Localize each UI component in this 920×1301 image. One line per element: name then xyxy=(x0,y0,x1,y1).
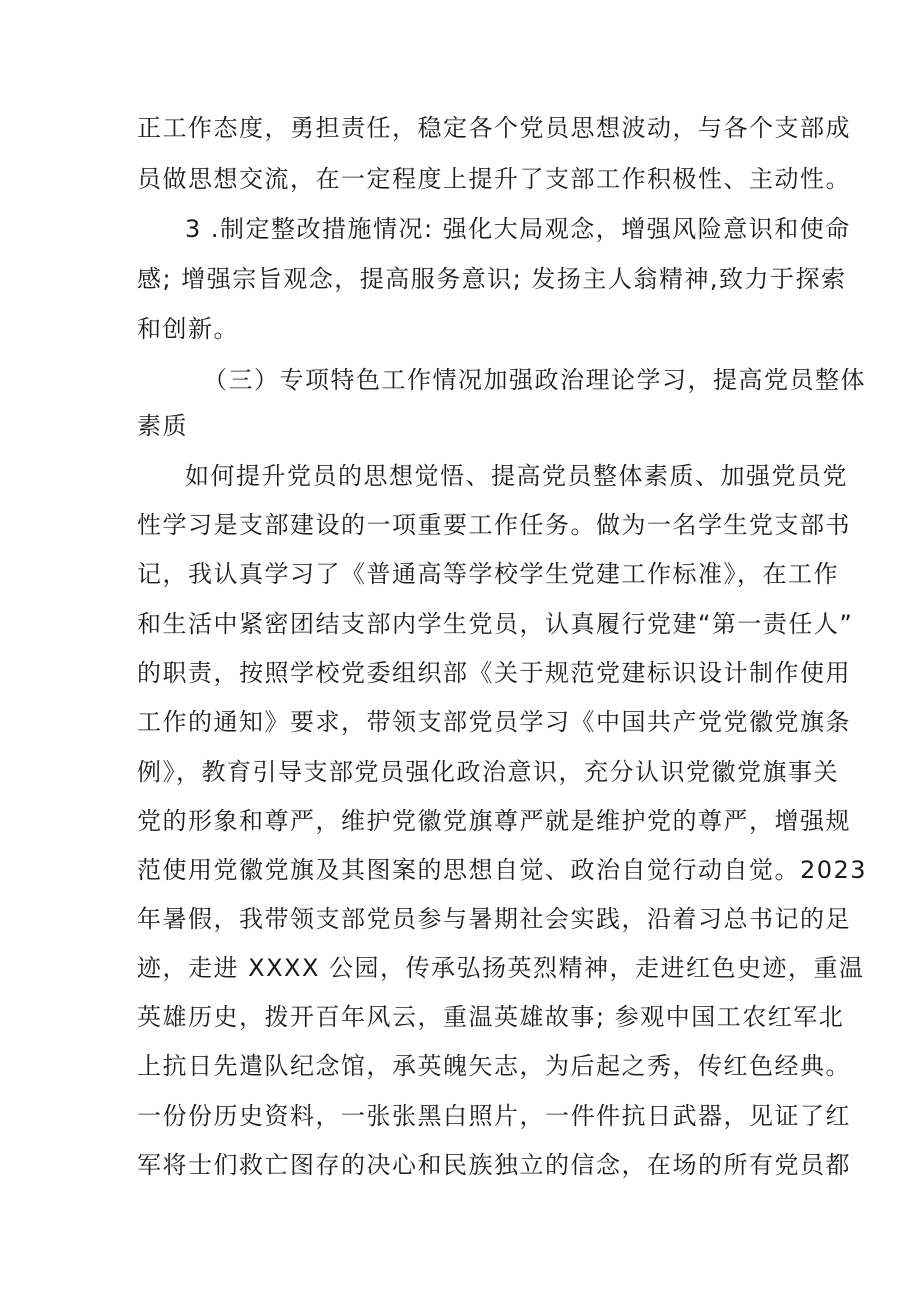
text-line-13: 工作的通知》要求，带领支部党员学习《中国共产党党徽党旗条 xyxy=(137,708,851,736)
text-line-8: 如何提升党员的思想觉悟、提高党员整体素质、加强党员党 xyxy=(185,462,848,490)
section-heading-line-1: （三）专项特色工作情况加强政治理论学习，提高党员整体 xyxy=(203,366,866,394)
text-line-10: 记，我认真学习了《普通高等学校学生党建工作标准》，在工作 xyxy=(137,560,839,588)
text-line-11: 和生活中紧密团结支部内学生党员，认真履行党建“第一责任人” xyxy=(137,610,854,638)
text-line-1: 正工作态度，勇担责任，稳定各个党员思想波动，与各个支部成 xyxy=(137,114,851,142)
text-line-9: 性学习是支部建设的一项重要工作任务。做为一名学生党支部书 xyxy=(137,511,851,539)
text-line-21: 一份份历史资料，一张张黑白照片，一件件抗日武器，见证了红 xyxy=(137,1102,851,1130)
text-line-15: 党的形象和尊严，维护党徽党旗尊严就是维护党的尊严，增强规 xyxy=(137,807,851,835)
text-line-16: 范使用党徽党旗及其图案的思想自觉、政治自觉行动自觉。2023 xyxy=(137,856,868,884)
text-line-2: 员做思想交流，在一定程度上提升了支部工作积极性、主动性。 xyxy=(137,165,851,193)
text-line-19: 英雄历史，拨开百年风云，重温英雄故事; 参观中国工农红军北 xyxy=(137,1003,845,1031)
text-line-14: 例》，教育引导支部党员强化政治意识，充分认识党徽党旗事关 xyxy=(137,758,839,786)
text-line-18: 迹，走进 XXXX 公园，传承弘扬英烈精神，走进红色史迹，重温 xyxy=(137,954,865,982)
section-heading-line-2: 素质 xyxy=(137,412,188,440)
text-line-12: 的职责，按照学校党委组织部《关于规范党建标识设计制作使用 xyxy=(137,659,851,687)
text-line-17: 年暑假，我带领支部党员参与暑期社会实践，沿着习总书记的足 xyxy=(137,905,851,933)
text-line-20: 上抗日先遣队纪念馆，承英魄矢志，为后起之秀，传红色经典。 xyxy=(137,1052,851,1080)
text-line-4: 感; 增强宗旨观念，提高服务意识; 发扬主人翁精神,致力于探索 xyxy=(137,265,847,293)
text-line-5: 和创新。 xyxy=(137,315,239,343)
text-line-3: 3 .制定整改措施情况: 强化大局观念，增强风险意识和使命 xyxy=(185,215,851,243)
text-line-22: 军将士们救亡图存的决心和民族独立的信念，在场的所有党员都 xyxy=(137,1151,851,1179)
